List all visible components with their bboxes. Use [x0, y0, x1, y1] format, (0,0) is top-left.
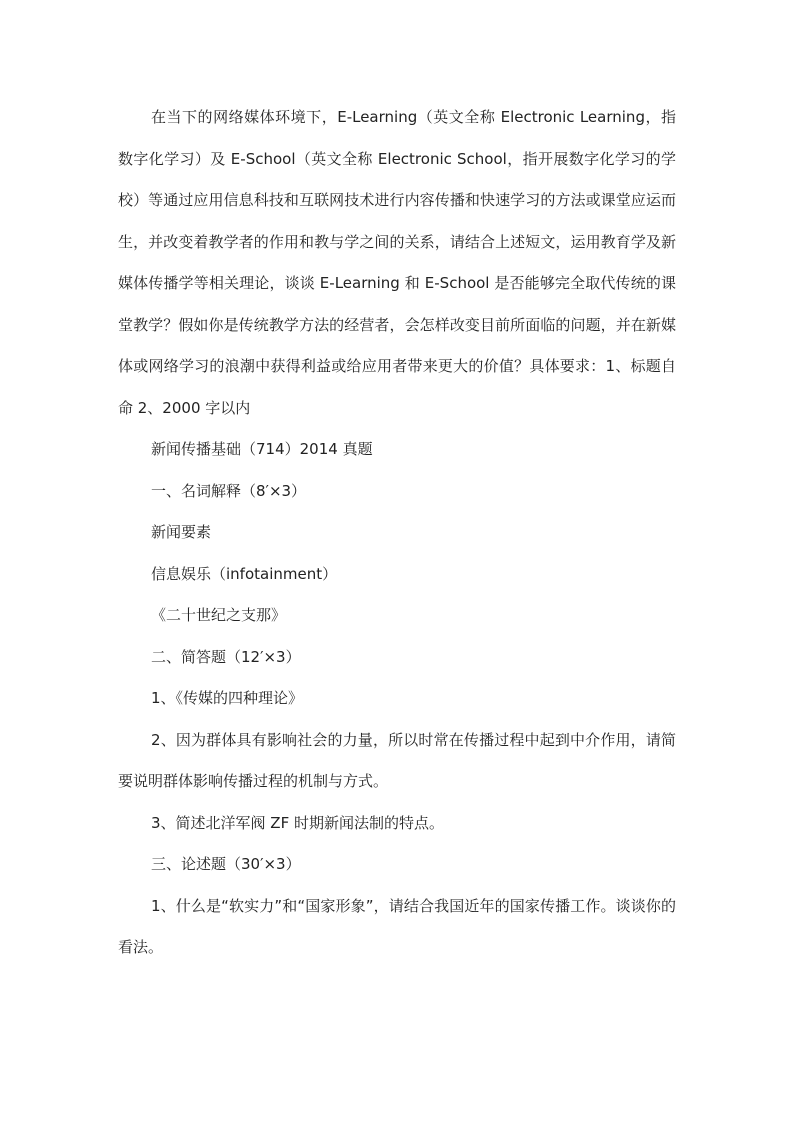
question-item: 新闻要素: [151, 523, 212, 541]
essay-prompt-paragraph: 在当下的网络媒体环境下，E-Learning（英文全称 Electronic Learning，指数字化学习）及 E-School（英文全称 Electronic School，指开展数字化学习的学校）等通过应用信息科技和互联网技术进行内容传播和快速学习的方法或课堂应运而生，并改变着教学者的作用和教与学之间的关系，请结合上述短文，运用教育学及新媒体传播学等相关理论，谈谈 E-Learning 和 E-School 是否能够完全取代传统的课堂教学？假如你是传统教学方法的经营者，会怎样改变目前所面临的问题，并在新媒体或网络学习的浪潮中获得利益或给应用者带来更大的价值？具体要求：1、标题自命 2、2000 字以内: [118, 108, 676, 417]
document-body: [118, 97, 676, 969]
section-heading-term-definitions: 一、名词解释（8′×3）: [151, 481, 307, 500]
question-item: 2、因为群体具有影响社会的力量，所以时常在传播过程中起到中介作用，请简要说明群体影响传播过程的机制与方式。: [118, 730, 676, 790]
question-item: 3、简述北洋军阀 ZF 时期新闻法制的特点。: [151, 813, 444, 832]
exam-title: 新闻传播基础（714）2014 真题: [151, 440, 373, 458]
section-heading-essay: 三、论述题（30′×3）: [151, 855, 301, 873]
section-heading-short-answer: 二、简答题（12′×3）: [151, 647, 301, 666]
question-item: 1、什么是“软实力”和“国家形象”，请结合我国近年的国家传播工作。谈谈你的看法。: [118, 896, 676, 956]
question-item: 信息娱乐（infotainment）: [151, 564, 338, 583]
question-item: 《二十世纪之支那》: [151, 606, 287, 624]
question-item: 1、《传媒的四种理论》: [151, 689, 304, 707]
